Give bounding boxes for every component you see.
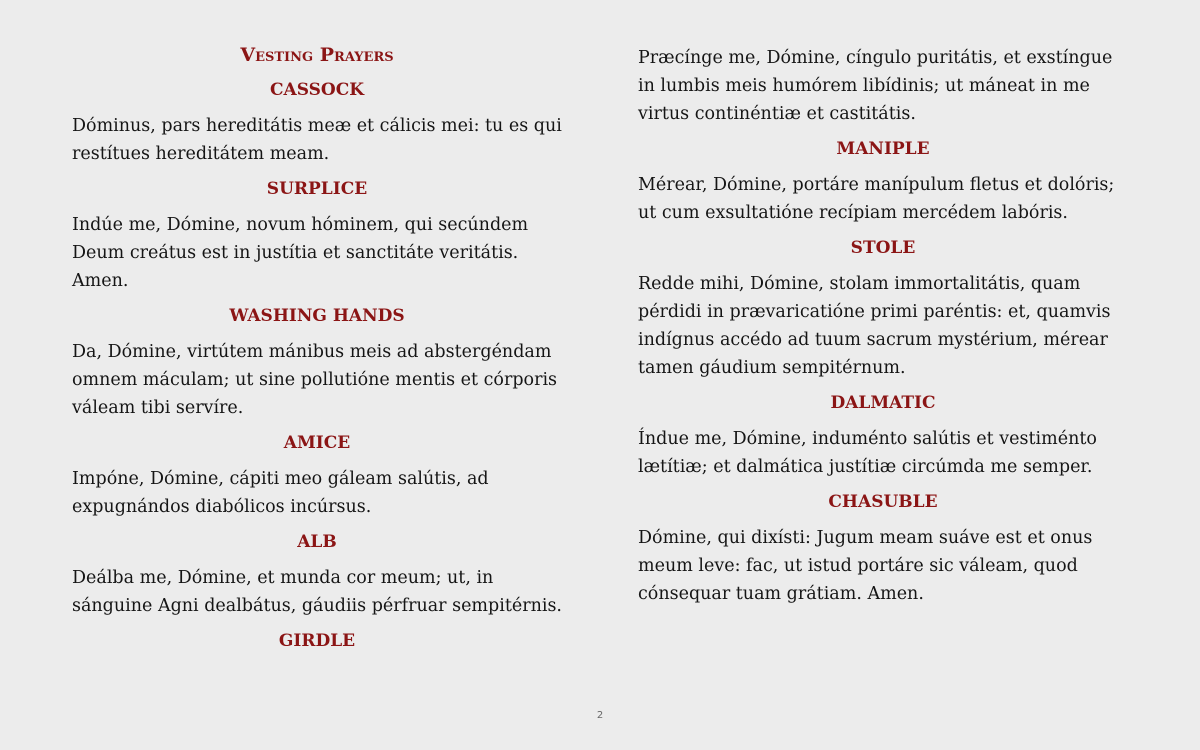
page-number: 2 (596, 710, 604, 721)
page-title: Vesting Prayers (240, 44, 394, 66)
prayer-text-girdle: Præcínge me, Dómine, cíngulo puritátis, et exstíngue in lumbis meis humórem libídinis; ut máneat in me virtus continéntiæ et castitátis. (638, 48, 1113, 124)
section-heading-washing-hands: WASHING HANDS (229, 306, 405, 326)
section-heading-dalmatic: DALMATIC (830, 393, 936, 413)
section-heading-alb: ALB (297, 532, 337, 552)
section-heading-chasuble: CHASUBLE (828, 492, 938, 512)
left-column (72, 40, 562, 663)
prayer-text-stole: Redde mihi, Dómine, stolam immortalitátis, quam pérdidi in prævaricatióne primi paréntis: et, quamvis indígnus accédo ad tuum sacrum mystérium, mérear tamen gáudium sempitérnum. (638, 274, 1111, 378)
prayer-text-amice: Impóne, Dómine, cápiti meo gáleam salútis, ad expugnándos diabólicos incúrsus. (72, 469, 489, 517)
prayer-text-surplice: Indúe me, Dómine, novum hóminem, qui secúndem Deum creátus est in justítia et sanctitáte veritátis. Amen. (72, 215, 529, 291)
prayer-text-washing-hands: Da, Dómine, virtútem mánibus meis ad abstergéndam omnem máculam; ut sine pollutióne mentis et córporis váleam tibi servíre. (72, 342, 558, 418)
prayer-text-maniple: Mérear, Dómine, portáre manípulum fletus et dolóris; ut cum exsultatióne recípiam mercédem labóris. (638, 175, 1115, 223)
prayer-text-alb: Deálba me, Dómine, et munda cor meum; ut, in sánguine Agni dealbátus, gáudiis pérfruar sempitérnis. (72, 568, 562, 616)
section-heading-cassock: CASSOCK (269, 80, 364, 100)
prayer-text-cassock: Dóminus, pars hereditátis meæ et cálicis mei: tu es qui restítues hereditátem meam. (72, 116, 562, 164)
section-heading-girdle: GIRDLE (278, 631, 356, 651)
section-heading-maniple: MANIPLE (836, 139, 930, 159)
right-column (638, 44, 1128, 616)
prayer-text-chasuble: Dómine, qui dixísti: Jugum meam suáve est et onus meum leve: fac, ut istud portáre sic váleam, quod cónsequar tuam grátiam. Amen. (638, 528, 1093, 604)
section-heading-stole: STOLE (850, 238, 916, 258)
prayer-text-dalmatic: Índue me, Dómine, induménto salútis et vestiménto lætítiæ; et dalmática justítiæ circúmda me semper. (638, 429, 1097, 477)
section-heading-surplice: SURPLICE (266, 179, 368, 199)
section-heading-amice: AMICE (283, 433, 351, 453)
